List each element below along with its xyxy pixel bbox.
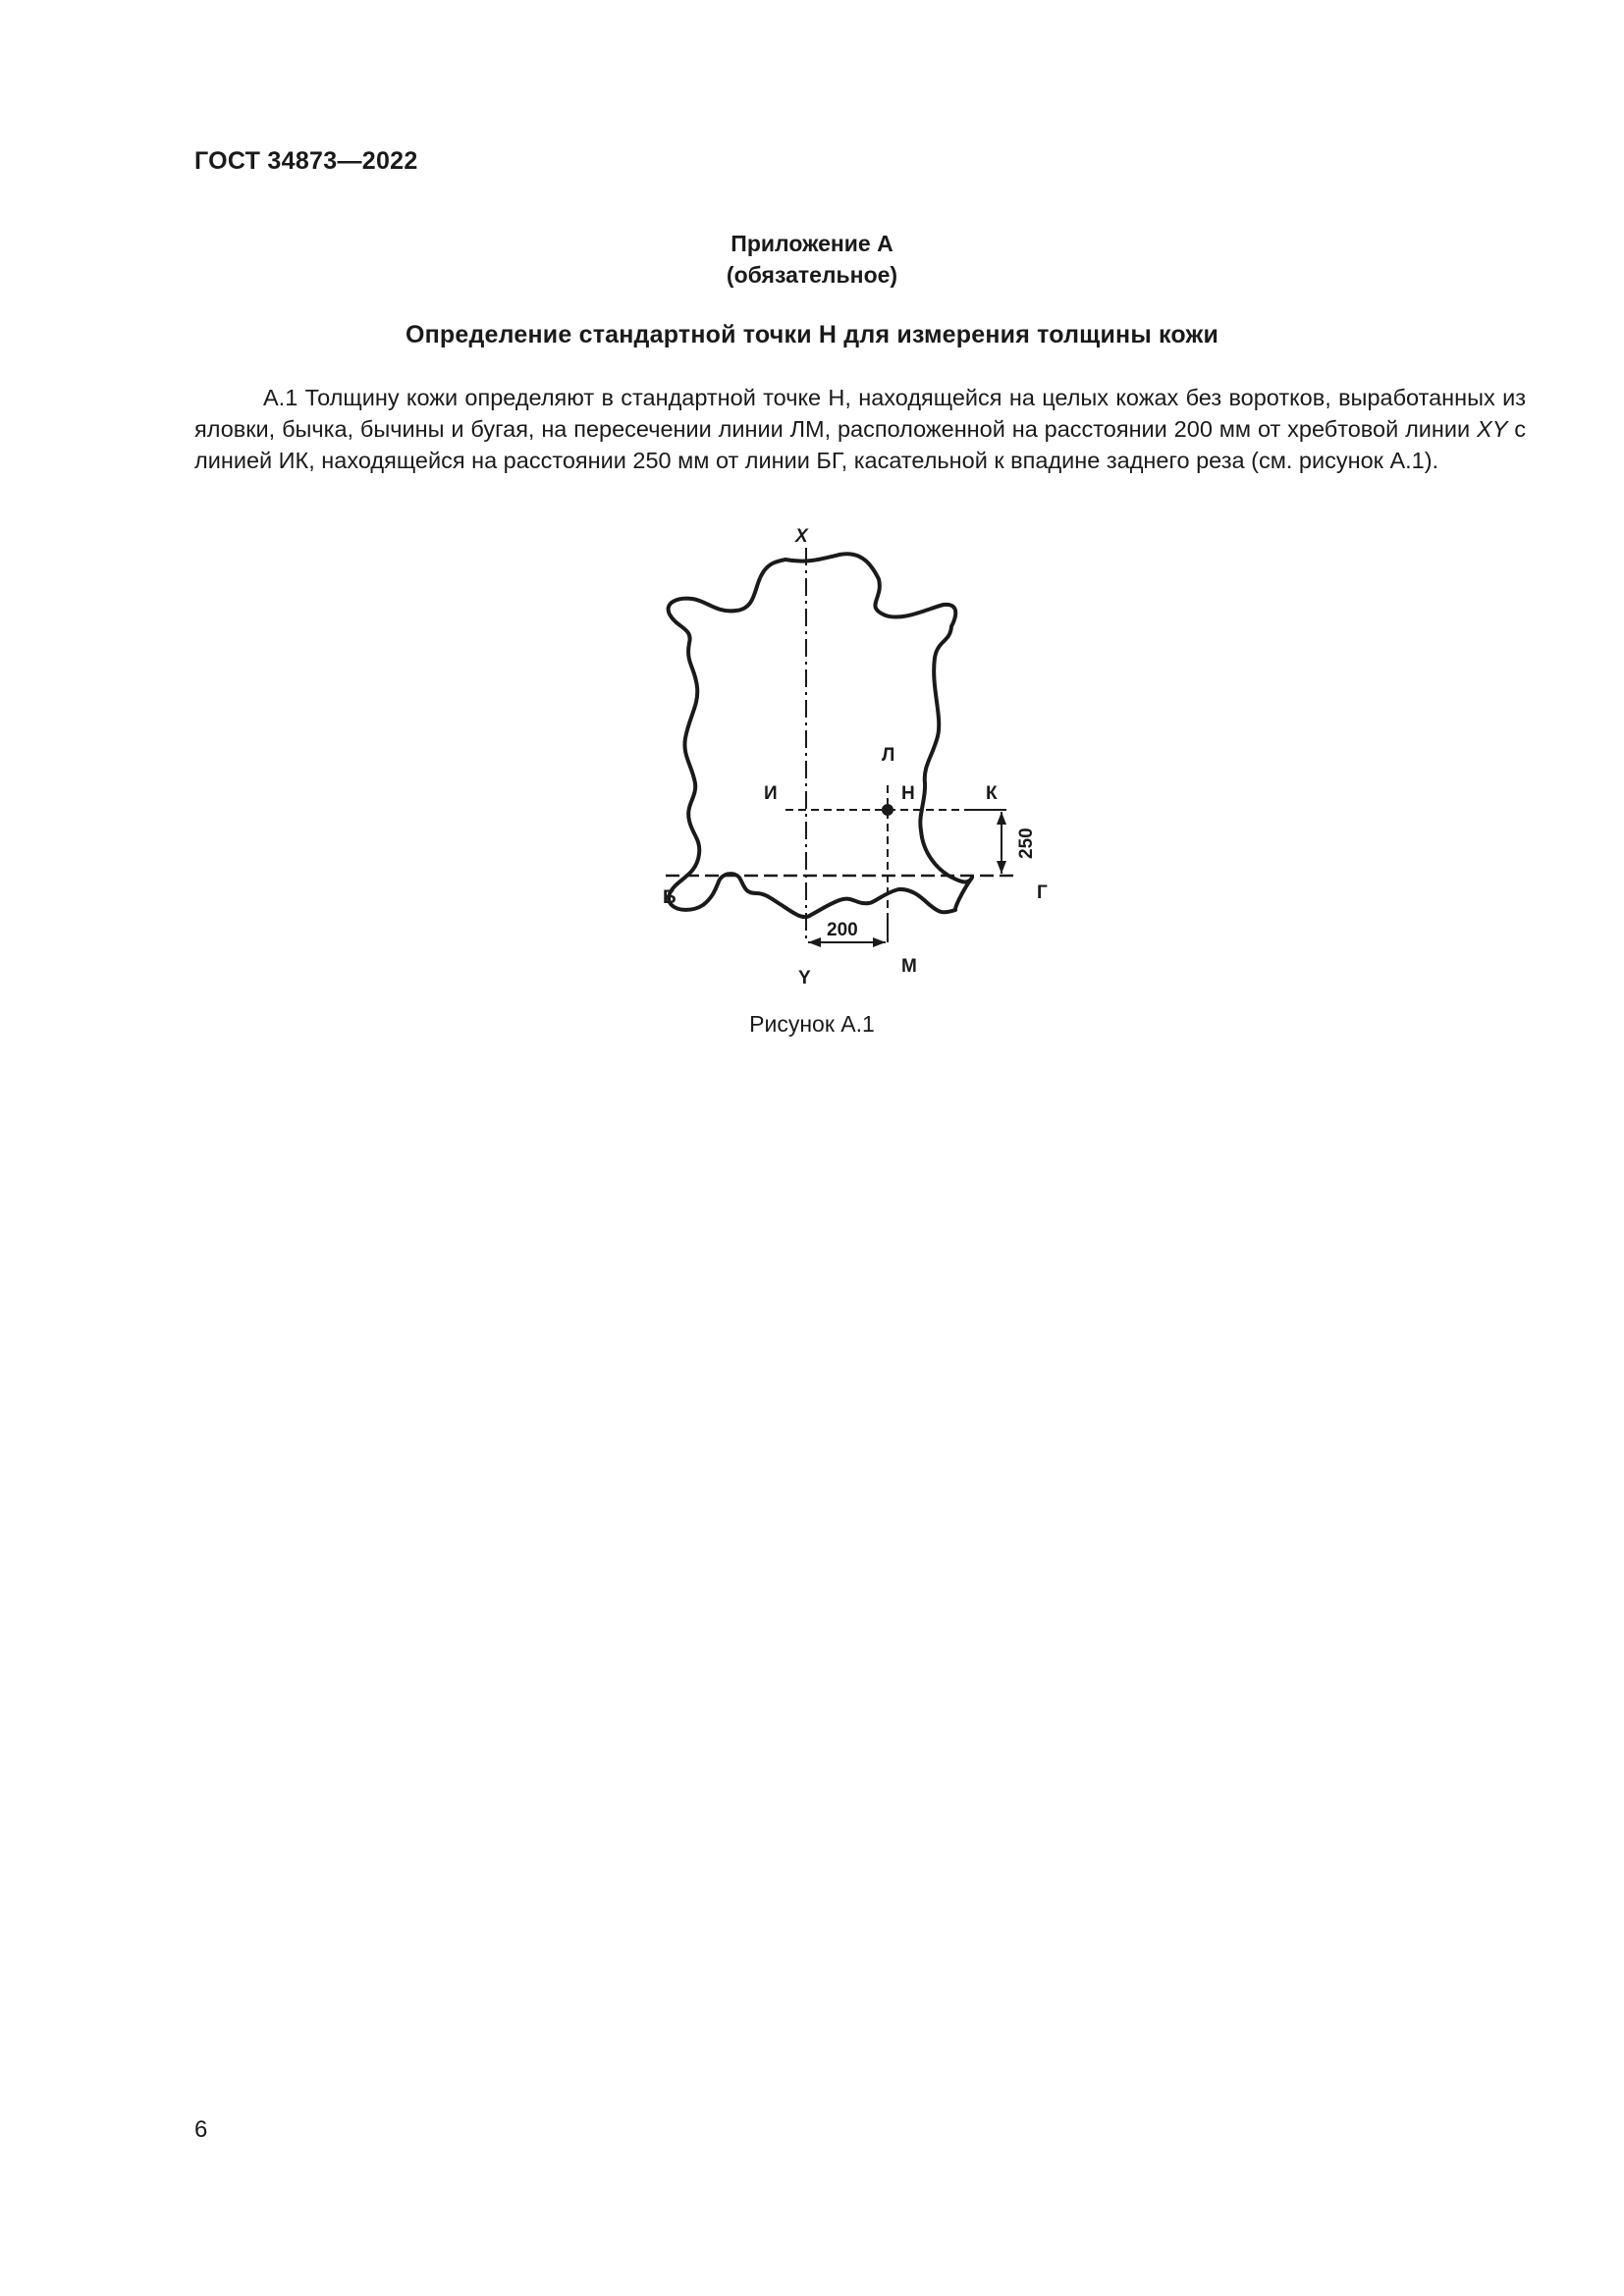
label-m: М [901, 956, 917, 977]
paragraph-text-1: А.1 Толщину кожи определяют в стандартной точке Н, находящейся на целых кожах без воротков, выработанных из яловки, бычка, бычины и бугая, на пересечении линии ЛМ, расположенной на расстоянии 200 мм от хребтовой линии [194, 385, 1526, 442]
annex-heading [0, 228, 1624, 291]
dim-200-arrow-left [808, 937, 821, 947]
paragraph-a1 [194, 382, 1526, 476]
page-number: 6 [194, 2116, 208, 2143]
hide-diagram-svg [638, 520, 1070, 1001]
label-dim-200: 200 [827, 920, 858, 940]
label-x: X [795, 526, 808, 547]
hide-diagram [638, 520, 1070, 1001]
label-k: К [986, 783, 998, 804]
label-l: Л [882, 745, 895, 766]
paragraph-italic-xy: XY [1477, 416, 1508, 442]
figure-caption: Рисунок А.1 [749, 1011, 875, 1037]
dim-200-arrow-right [873, 937, 886, 947]
annex-status: (обязательное) [726, 262, 898, 288]
annex-title: Приложение А [731, 231, 893, 256]
label-y: Y [798, 968, 811, 988]
dim-250-arrow-bottom [997, 861, 1006, 874]
dim-250-arrow-top [997, 812, 1006, 825]
label-dim-250: 250 [1016, 828, 1037, 859]
label-n: Н [901, 783, 915, 804]
label-b: Б [663, 887, 677, 908]
label-g: Г [1037, 882, 1048, 903]
paragraph-text-2: с линией ИК, находящейся на расстоянии 250 мм от линии БГ, касательной к впадине заднего реза (см. рисунок А.1). [194, 416, 1526, 473]
label-i: И [764, 783, 778, 804]
hide-outline [669, 554, 972, 917]
document-header: ГОСТ 34873—2022 [194, 147, 418, 175]
section-title: Определение стандартной точки Н для измерения толщины кожи [405, 321, 1219, 348]
point-h-marker [882, 804, 893, 816]
